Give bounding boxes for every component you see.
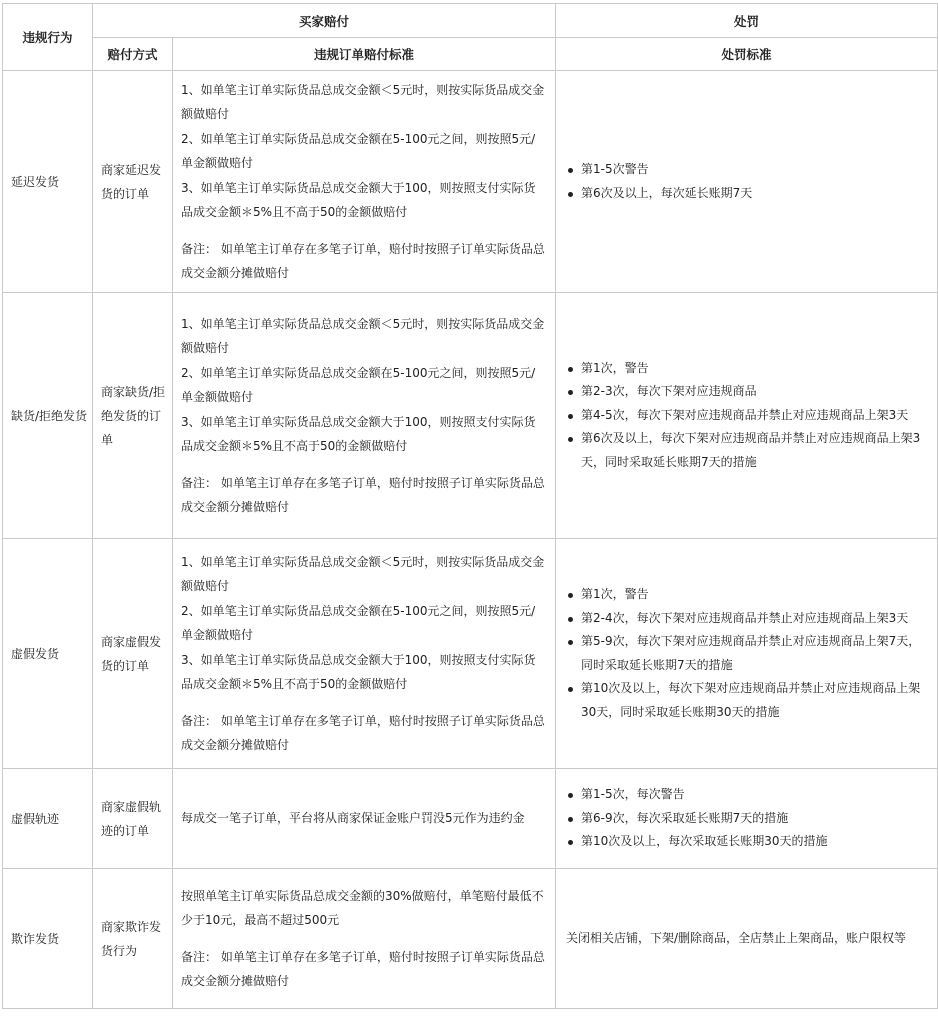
penalty-item: 第10次及以上，每次采取延长账期30天的措施	[566, 830, 929, 854]
header-buyer-compensation: 买家赔付	[93, 4, 556, 38]
penalty-list	[566, 583, 929, 724]
header-penalty: 处罚	[556, 4, 938, 38]
standard-note: 备注： 如单笔主订单存在多笔子订单，赔付时按照子订单实际货品总成交金额分摊做赔付	[181, 241, 545, 280]
standard-cell	[173, 869, 556, 1009]
standard-line: 按照单笔主订单实际货品总成交金额的30%做赔付，单笔赔付最低不少于10元，最高不超过500元	[181, 888, 544, 927]
table-row	[3, 539, 938, 769]
standard-line: 3、如单笔主订单实际货品总成交金额大于100，则按照支付实际货品成交金额＊5%且不高于50的金额做赔付	[181, 652, 536, 691]
standard-note: 备注： 如单笔主订单存在多笔子订单，赔付时按照子订单实际货品总成交金额分摊做赔付	[181, 949, 545, 988]
penalty-cell	[556, 71, 938, 293]
standard-line: 1、如单笔主订单实际货品总成交金额＜5元时，则按实际货品成交金额做赔付	[181, 316, 545, 355]
violation-penalty-table	[2, 3, 938, 1009]
method-cell: 商家虚假发货的订单	[93, 539, 173, 769]
method-cell: 商家欺诈发货行为	[93, 869, 173, 1009]
standard-line: 1、如单笔主订单实际货品总成交金额＜5元时，则按实际货品成交金额做赔付	[181, 82, 545, 121]
penalty-item: 第1-5次警告	[566, 158, 929, 182]
violation-cell: 虚假轨迹	[3, 769, 93, 869]
penalty-cell	[556, 539, 938, 769]
penalty-item: 第5-9次，每次下架对应违规商品并禁止对应违规商品上架7天，同时采取延长账期7天的措施	[566, 630, 929, 677]
standard-note: 备注： 如单笔主订单存在多笔子订单，赔付时按照子订单实际货品总成交金额分摊做赔付	[181, 475, 545, 514]
penalty-item: 第4-5次，每次下架对应违规商品并禁止对应违规商品上架3天	[566, 404, 929, 428]
method-cell: 商家延迟发货的订单	[93, 71, 173, 293]
violation-cell: 缺货/拒绝发货	[3, 293, 93, 539]
standard-line: 3、如单笔主订单实际货品总成交金额大于100，则按照支付实际货品成交金额＊5%且不高于50的金额做赔付	[181, 180, 536, 219]
table-row	[3, 293, 938, 539]
header-violation: 违规行为	[3, 4, 93, 71]
standard-note: 备注： 如单笔主订单存在多笔子订单，赔付时按照子订单实际货品总成交金额分摊做赔付	[181, 713, 545, 752]
penalty-cell	[556, 293, 938, 539]
penalty-item: 第1次，警告	[566, 583, 929, 607]
penalty-cell	[556, 769, 938, 869]
standard-cell	[173, 71, 556, 293]
penalty-item: 第1-5次，每次警告	[566, 783, 929, 807]
method-cell: 商家缺货/拒绝发货的订单	[93, 293, 173, 539]
standard-line: 3、如单笔主订单实际货品总成交金额大于100，则按照支付实际货品成交金额＊5%且不高于50的金额做赔付	[181, 414, 536, 453]
penalty-list	[566, 783, 929, 854]
header-penalty-standard: 处罚标准	[556, 38, 938, 71]
standard-cell	[173, 539, 556, 769]
table-row	[3, 869, 938, 1009]
penalty-list	[566, 357, 929, 475]
method-cell: 商家虚假轨迹的订单	[93, 769, 173, 869]
table-row	[3, 71, 938, 293]
header-compensation-standard: 违规订单赔付标准	[173, 38, 556, 71]
standard-line: 2、如单笔主订单实际货品总成交金额在5-100元之间，则按照5元/单金额做赔付	[181, 131, 536, 170]
penalty-item: 第2-3次，每次下架对应违规商品	[566, 380, 929, 404]
standard-line: 1、如单笔主订单实际货品总成交金额＜5元时，则按实际货品成交金额做赔付	[181, 554, 545, 593]
penalty-cell: 关闭相关店铺，下架/删除商品，全店禁止上架商品，账户限权等	[556, 869, 938, 1009]
header-compensation-method: 赔付方式	[93, 38, 173, 71]
violation-cell: 虚假发货	[3, 539, 93, 769]
penalty-item: 第6次及以上，每次下架对应违规商品并禁止对应违规商品上架3天，同时采取延长账期7天的措施	[566, 427, 929, 474]
standard-line: 2、如单笔主订单实际货品总成交金额在5-100元之间，则按照5元/单金额做赔付	[181, 365, 536, 404]
penalty-item: 第2-4次，每次下架对应违规商品并禁止对应违规商品上架3天	[566, 607, 929, 631]
penalty-item: 第6-9次，每次采取延长账期7天的措施	[566, 807, 929, 831]
standard-cell	[173, 293, 556, 539]
standard-cell	[173, 769, 556, 869]
header-row-1	[3, 4, 938, 38]
penalty-item: 第10次及以上，每次下架对应违规商品并禁止对应违规商品上架30天，同时采取延长账期30天的措施	[566, 677, 929, 724]
violation-cell: 延迟发货	[3, 71, 93, 293]
standard-line: 每成交一笔子订单，平台将从商家保证金账户罚没5元作为违约金	[181, 811, 525, 826]
header-row-2	[3, 38, 938, 71]
penalty-list	[566, 158, 929, 205]
standard-line: 2、如单笔主订单实际货品总成交金额在5-100元之间，则按照5元/单金额做赔付	[181, 603, 536, 642]
table-row	[3, 769, 938, 869]
penalty-item: 第6次及以上，每次延长账期7天	[566, 182, 929, 206]
violation-cell: 欺诈发货	[3, 869, 93, 1009]
penalty-item: 第1次，警告	[566, 357, 929, 381]
